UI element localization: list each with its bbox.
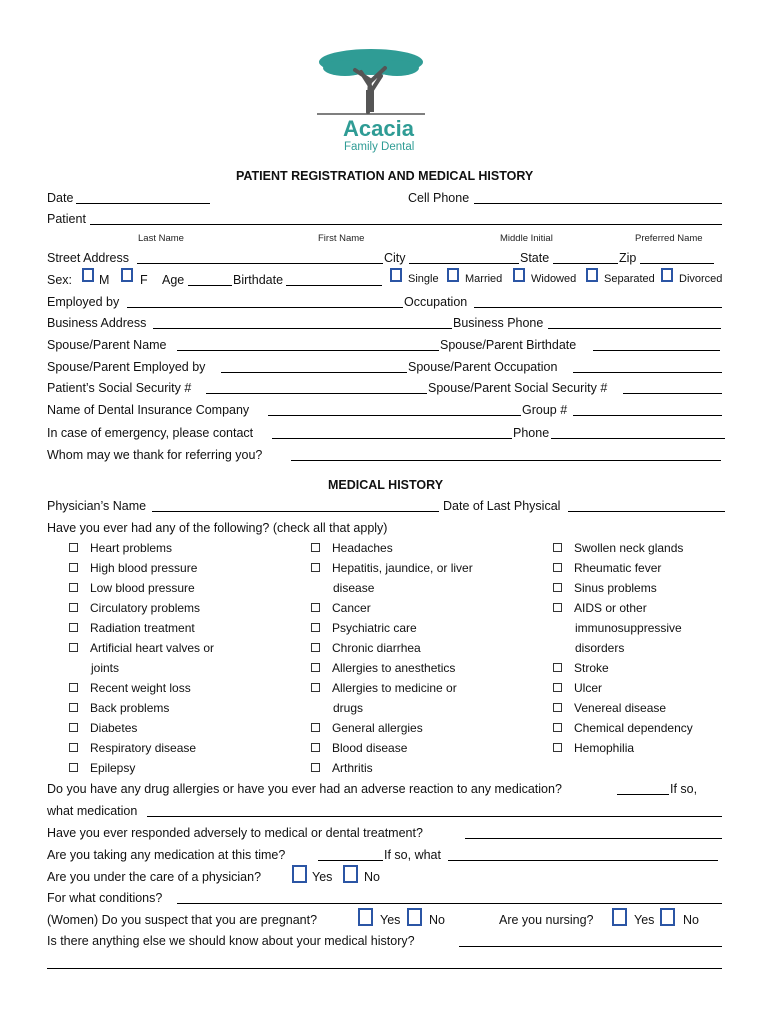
checkbox[interactable] — [553, 563, 562, 572]
list-item[interactable]: Psychiatric care — [311, 618, 473, 638]
what-medication-label: what medication — [47, 804, 138, 818]
married-checkbox[interactable] — [447, 268, 459, 282]
birthdate-field[interactable] — [286, 285, 382, 286]
pregnant-no-label: No — [429, 913, 445, 927]
conditions-column-1 — [69, 538, 214, 778]
last-physical-field[interactable] — [568, 511, 725, 512]
checkbox[interactable] — [311, 623, 320, 632]
list-item-continued: immunosuppressive — [575, 621, 682, 635]
logo-subtitle: Family Dental — [344, 141, 415, 153]
occupation-label: Occupation — [404, 295, 468, 309]
anything-else-field[interactable] — [459, 946, 722, 947]
referral-field[interactable] — [291, 460, 721, 461]
checkbox[interactable] — [69, 743, 78, 752]
checkbox[interactable] — [69, 603, 78, 612]
checkbox[interactable] — [311, 663, 320, 672]
care-no-label: No — [364, 870, 380, 884]
acacia-tree-logo-icon — [315, 42, 427, 118]
insurance-field[interactable] — [268, 415, 521, 416]
drug-allergies-if-so: If so, — [670, 782, 698, 796]
state-label: State — [520, 251, 550, 265]
care-yes-label: Yes — [312, 870, 333, 884]
list-item[interactable]: Respiratory disease — [69, 738, 214, 758]
checkbox[interactable] — [311, 743, 320, 752]
list-item[interactable]: Headaches — [311, 538, 473, 558]
spouse-birthdate-field[interactable] — [593, 350, 720, 351]
last-physical-label: Date of Last Physical — [443, 499, 561, 513]
spouse-employed-label: Spouse/Parent Employed by — [47, 360, 206, 374]
sex-m-checkbox[interactable] — [82, 268, 94, 282]
list-item-continued: drugs — [333, 701, 364, 715]
what-conditions-label: For what conditions? — [47, 891, 163, 905]
spouse-occupation-label: Spouse/Parent Occupation — [408, 360, 558, 374]
checkbox[interactable] — [69, 543, 78, 552]
checkbox[interactable] — [69, 723, 78, 732]
zip-field[interactable] — [640, 263, 714, 264]
business-address-label: Business Address — [47, 316, 147, 330]
list-item[interactable]: Swollen neck glands — [553, 538, 693, 558]
list-item[interactable]: Circulatory problems — [69, 598, 214, 618]
care-no-checkbox[interactable] — [343, 865, 358, 883]
list-item[interactable]: High blood pressure — [69, 558, 214, 578]
list-item[interactable]: Blood disease — [311, 738, 473, 758]
checkbox[interactable] — [553, 583, 562, 592]
patient-name-field[interactable] — [90, 224, 722, 225]
widowed-checkbox[interactable] — [513, 268, 525, 282]
list-item[interactable]: Epilepsy — [69, 758, 214, 778]
spouse-birthdate-label: Spouse/Parent Birthdate — [440, 338, 577, 352]
divorced-label: Divorced — [679, 273, 723, 285]
list-item[interactable]: Back problems — [69, 698, 214, 718]
cell-phone-field[interactable] — [474, 203, 722, 204]
spouse-occupation-field[interactable] — [573, 372, 722, 373]
list-item[interactable]: Allergies to anesthetics — [311, 658, 473, 678]
list-item[interactable]: Stroke — [553, 658, 693, 678]
age-label: Age — [162, 273, 185, 287]
checkbox[interactable] — [69, 643, 78, 652]
birthdate-label: Birthdate — [233, 273, 284, 287]
divorced-checkbox[interactable] — [661, 268, 673, 282]
list-item-continued: disease — [333, 581, 375, 595]
checkbox[interactable] — [311, 563, 320, 572]
business-phone-field[interactable] — [548, 328, 721, 329]
nursing-no-label: No — [683, 913, 699, 927]
spouse-name-field[interactable] — [177, 350, 439, 351]
checkbox[interactable] — [311, 723, 320, 732]
physician-label: Physician’s Name — [47, 499, 147, 513]
anything-else-question: Is there anything else we should know about your medical history? — [47, 934, 415, 948]
street-field[interactable] — [137, 263, 383, 264]
what-conditions-field[interactable] — [177, 903, 722, 904]
checkbox[interactable] — [311, 643, 320, 652]
taking-medication-answer-field[interactable] — [318, 860, 383, 861]
pregnant-yes-checkbox[interactable] — [358, 908, 373, 926]
checkbox[interactable] — [553, 703, 562, 712]
spouse-ssn-label: Spouse/Parent Social Security # — [428, 381, 608, 395]
checkbox[interactable] — [69, 623, 78, 632]
group-label: Group # — [522, 403, 568, 417]
list-item[interactable]: Heart problems — [69, 538, 214, 558]
checkbox[interactable] — [311, 763, 320, 772]
checkbox[interactable] — [69, 683, 78, 692]
physician-care-question: Are you under the care of a physician? — [47, 870, 262, 884]
emergency-phone-label: Phone — [513, 426, 550, 440]
date-label: Date — [47, 191, 74, 205]
group-field[interactable] — [573, 415, 722, 416]
separated-checkbox[interactable] — [586, 268, 598, 282]
emergency-phone-field[interactable] — [551, 438, 725, 439]
checkbox[interactable] — [69, 563, 78, 572]
list-item[interactable]: Low blood pressure — [69, 578, 214, 598]
state-field[interactable] — [553, 263, 618, 264]
list-item[interactable]: Rheumatic fever — [553, 558, 693, 578]
single-checkbox[interactable] — [390, 268, 402, 282]
list-item[interactable]: Artificial heart valves or — [69, 638, 214, 658]
sex-m-label: M — [99, 273, 110, 287]
checkbox[interactable] — [553, 743, 562, 752]
checkbox[interactable] — [69, 763, 78, 772]
list-item[interactable]: Chemical dependency — [553, 718, 693, 738]
emergency-field[interactable] — [272, 438, 512, 439]
list-item[interactable]: Hemophilia — [553, 738, 693, 758]
business-address-field[interactable] — [153, 328, 452, 329]
what-medication-field[interactable] — [147, 816, 722, 817]
list-item[interactable]: Sinus problems — [553, 578, 693, 598]
business-phone-label: Business Phone — [453, 316, 544, 330]
city-label: City — [384, 251, 406, 265]
nursing-yes-checkbox[interactable] — [612, 908, 627, 926]
emergency-label: In case of emergency, please contact — [47, 426, 254, 440]
list-item[interactable]: Allergies to medicine or — [311, 678, 473, 698]
checkbox[interactable] — [553, 663, 562, 672]
pregnant-no-checkbox[interactable] — [407, 908, 422, 926]
widowed-label: Widowed — [531, 273, 577, 285]
pregnant-yes-label: Yes — [380, 913, 401, 927]
conditions-question: Have you ever had any of the following? (check all that apply) — [47, 521, 388, 535]
nursing-question: Are you nursing? — [499, 913, 594, 927]
cell-phone-label: Cell Phone — [408, 191, 470, 205]
employed-by-field[interactable] — [127, 307, 403, 308]
ssn-field[interactable] — [206, 393, 427, 394]
sex-f-checkbox[interactable] — [121, 268, 133, 282]
checkbox[interactable] — [553, 723, 562, 732]
street-label: Street Address — [47, 251, 129, 265]
sex-f-label: F — [140, 273, 148, 287]
list-item[interactable]: Cancer — [311, 598, 473, 618]
preferred-name-caption: Preferred Name — [635, 233, 703, 244]
responded-question: Have you ever responded adversely to medical or dental treatment? — [47, 826, 423, 840]
pregnant-question: (Women) Do you suspect that you are pregnant? — [47, 913, 318, 927]
checkbox[interactable] — [311, 683, 320, 692]
checkbox[interactable] — [553, 683, 562, 692]
checkbox[interactable] — [553, 543, 562, 552]
list-item[interactable]: General allergies — [311, 718, 473, 738]
if-so-what-label: If so, what — [384, 848, 441, 862]
last-name-caption: Last Name — [138, 233, 184, 244]
list-item[interactable]: Venereal disease — [553, 698, 693, 718]
insurance-label: Name of Dental Insurance Company — [47, 403, 250, 417]
conditions-column-2 — [311, 538, 473, 778]
medical-history-heading: MEDICAL HISTORY — [328, 478, 444, 492]
spouse-employed-field[interactable] — [221, 372, 407, 373]
first-name-caption: First Name — [318, 233, 365, 244]
list-item[interactable]: Radiation treatment — [69, 618, 214, 638]
checkbox[interactable] — [311, 543, 320, 552]
drug-allergies-answer-field[interactable] — [617, 794, 669, 795]
drug-allergies-question: Do you have any drug allergies or have you ever had an adverse reaction to any medication? — [47, 782, 562, 796]
list-item[interactable]: Arthritis — [311, 758, 473, 778]
occupation-field[interactable] — [474, 307, 722, 308]
responded-field[interactable] — [465, 838, 722, 839]
married-label: Married — [465, 273, 503, 285]
conditions-column-3 — [553, 538, 693, 758]
referral-label: Whom may we thank for referring you? — [47, 448, 263, 462]
sex-label: Sex: — [47, 273, 73, 287]
employed-by-label: Employed by — [47, 295, 120, 309]
age-field[interactable] — [188, 285, 232, 286]
list-item[interactable]: Hepatitis, jaundice, or liver — [311, 558, 473, 578]
single-label: Single — [408, 273, 439, 285]
zip-label: Zip — [619, 251, 637, 265]
form-title: PATIENT REGISTRATION AND MEDICAL HISTORY — [236, 169, 534, 183]
if-so-what-field[interactable] — [448, 860, 718, 861]
list-item-continued: joints — [91, 661, 120, 675]
checkbox[interactable] — [311, 603, 320, 612]
list-item[interactable]: Recent weight loss — [69, 678, 214, 698]
list-item[interactable]: Diabetes — [69, 718, 214, 738]
spouse-ssn-field[interactable] — [623, 393, 722, 394]
physician-field[interactable] — [152, 511, 439, 512]
date-field[interactable] — [76, 203, 210, 204]
separated-label: Separated — [604, 273, 655, 285]
list-item-continued: disorders — [575, 641, 625, 655]
logo-name: Acacia — [343, 116, 414, 141]
ssn-label: Patient’s Social Security # — [47, 381, 192, 395]
nursing-yes-label: Yes — [634, 913, 655, 927]
care-yes-checkbox[interactable] — [292, 865, 307, 883]
patient-label: Patient — [47, 212, 86, 226]
checkbox[interactable] — [69, 583, 78, 592]
city-field[interactable] — [409, 263, 519, 264]
checkbox[interactable] — [69, 703, 78, 712]
nursing-no-checkbox[interactable] — [660, 908, 675, 926]
taking-medication-question: Are you taking any medication at this time? — [47, 848, 286, 862]
list-item[interactable]: Ulcer — [553, 678, 693, 698]
anything-else-extra-line[interactable] — [47, 968, 722, 969]
list-item[interactable]: Chronic diarrhea — [311, 638, 473, 658]
middle-initial-caption: Middle Initial — [500, 233, 553, 244]
spouse-name-label: Spouse/Parent Name — [47, 338, 167, 352]
checkbox[interactable] — [553, 603, 562, 612]
list-item[interactable]: AIDS or other — [553, 598, 693, 618]
